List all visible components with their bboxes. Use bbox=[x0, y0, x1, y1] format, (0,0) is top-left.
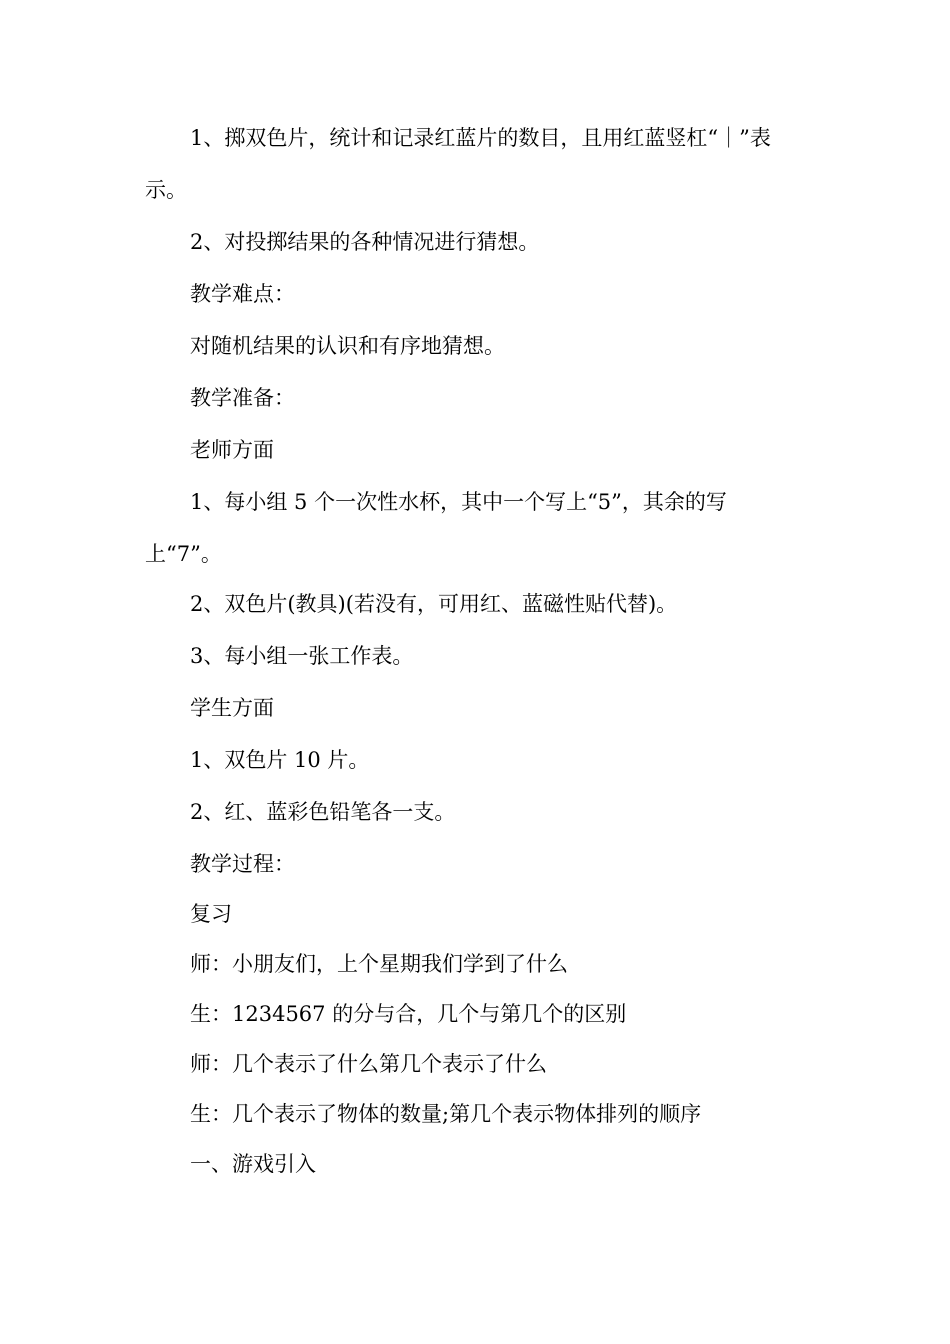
teacher-item-3 bbox=[145, 630, 825, 682]
student-item-2 bbox=[145, 786, 825, 838]
text-line: 1、双色片 10 片。 bbox=[190, 748, 370, 772]
subheading-review bbox=[145, 888, 825, 940]
text-line: 一、游戏引入 bbox=[190, 1152, 316, 1176]
text-line: 教学准备： bbox=[190, 386, 295, 410]
section-heading-process bbox=[145, 838, 825, 890]
text-line: 2、红、蓝彩色铅笔各一支。 bbox=[190, 800, 456, 824]
section-heading-difficulty bbox=[145, 268, 825, 320]
teacher-item-2 bbox=[145, 578, 825, 630]
dialogue-line-teacher-2 bbox=[145, 1038, 825, 1090]
section-heading-game-intro bbox=[145, 1138, 825, 1190]
text-line: 教学过程： bbox=[190, 852, 295, 876]
text-line: 师：小朋友们，上个星期我们学到了什么 bbox=[190, 952, 568, 976]
dialogue-line-teacher-1 bbox=[145, 938, 825, 990]
text-line: 教学难点： bbox=[190, 282, 295, 306]
text-line: 2、对投掷结果的各种情况进行猜想。 bbox=[190, 230, 540, 254]
section-heading-preparation bbox=[145, 372, 825, 424]
subheading-teacher bbox=[145, 424, 825, 476]
text-line: 3、每小组一张工作表。 bbox=[190, 644, 414, 668]
subheading-student bbox=[145, 682, 825, 734]
text-line: 对随机结果的认识和有序地猜想。 bbox=[190, 334, 505, 358]
teacher-item-1 bbox=[145, 476, 825, 580]
difficulty-paragraph bbox=[145, 320, 825, 372]
text-line: 2、双色片(教具)(若没有，可用红、蓝磁性贴代替)。 bbox=[190, 592, 678, 616]
text-line: 1、每小组 5 个一次性水杯，其中一个写上“5”，其余的写 bbox=[190, 490, 727, 514]
text-line: 师：几个表示了什么第几个表示了什么 bbox=[190, 1052, 547, 1076]
objective-2-paragraph bbox=[145, 216, 825, 268]
text-line: 生：几个表示了物体的数量;第几个表示物体排列的顺序 bbox=[190, 1102, 702, 1126]
text-line: 上“7”。 bbox=[145, 542, 222, 566]
dialogue-line-student-2 bbox=[145, 1088, 825, 1140]
text-line: 复习 bbox=[190, 902, 232, 926]
text-line: 1、掷双色片，统计和记录红蓝片的数目，且用红蓝竖杠“｜”表 bbox=[190, 126, 771, 150]
objective-1-paragraph bbox=[145, 112, 825, 216]
student-item-1 bbox=[145, 734, 825, 786]
text-line: 老师方面 bbox=[190, 438, 274, 462]
text-line: 生：1234567 的分与合，几个与第几个的区别 bbox=[190, 1002, 627, 1026]
text-line: 示。 bbox=[145, 178, 187, 202]
dialogue-line-student-1 bbox=[145, 988, 825, 1040]
text-line: 学生方面 bbox=[190, 696, 274, 720]
